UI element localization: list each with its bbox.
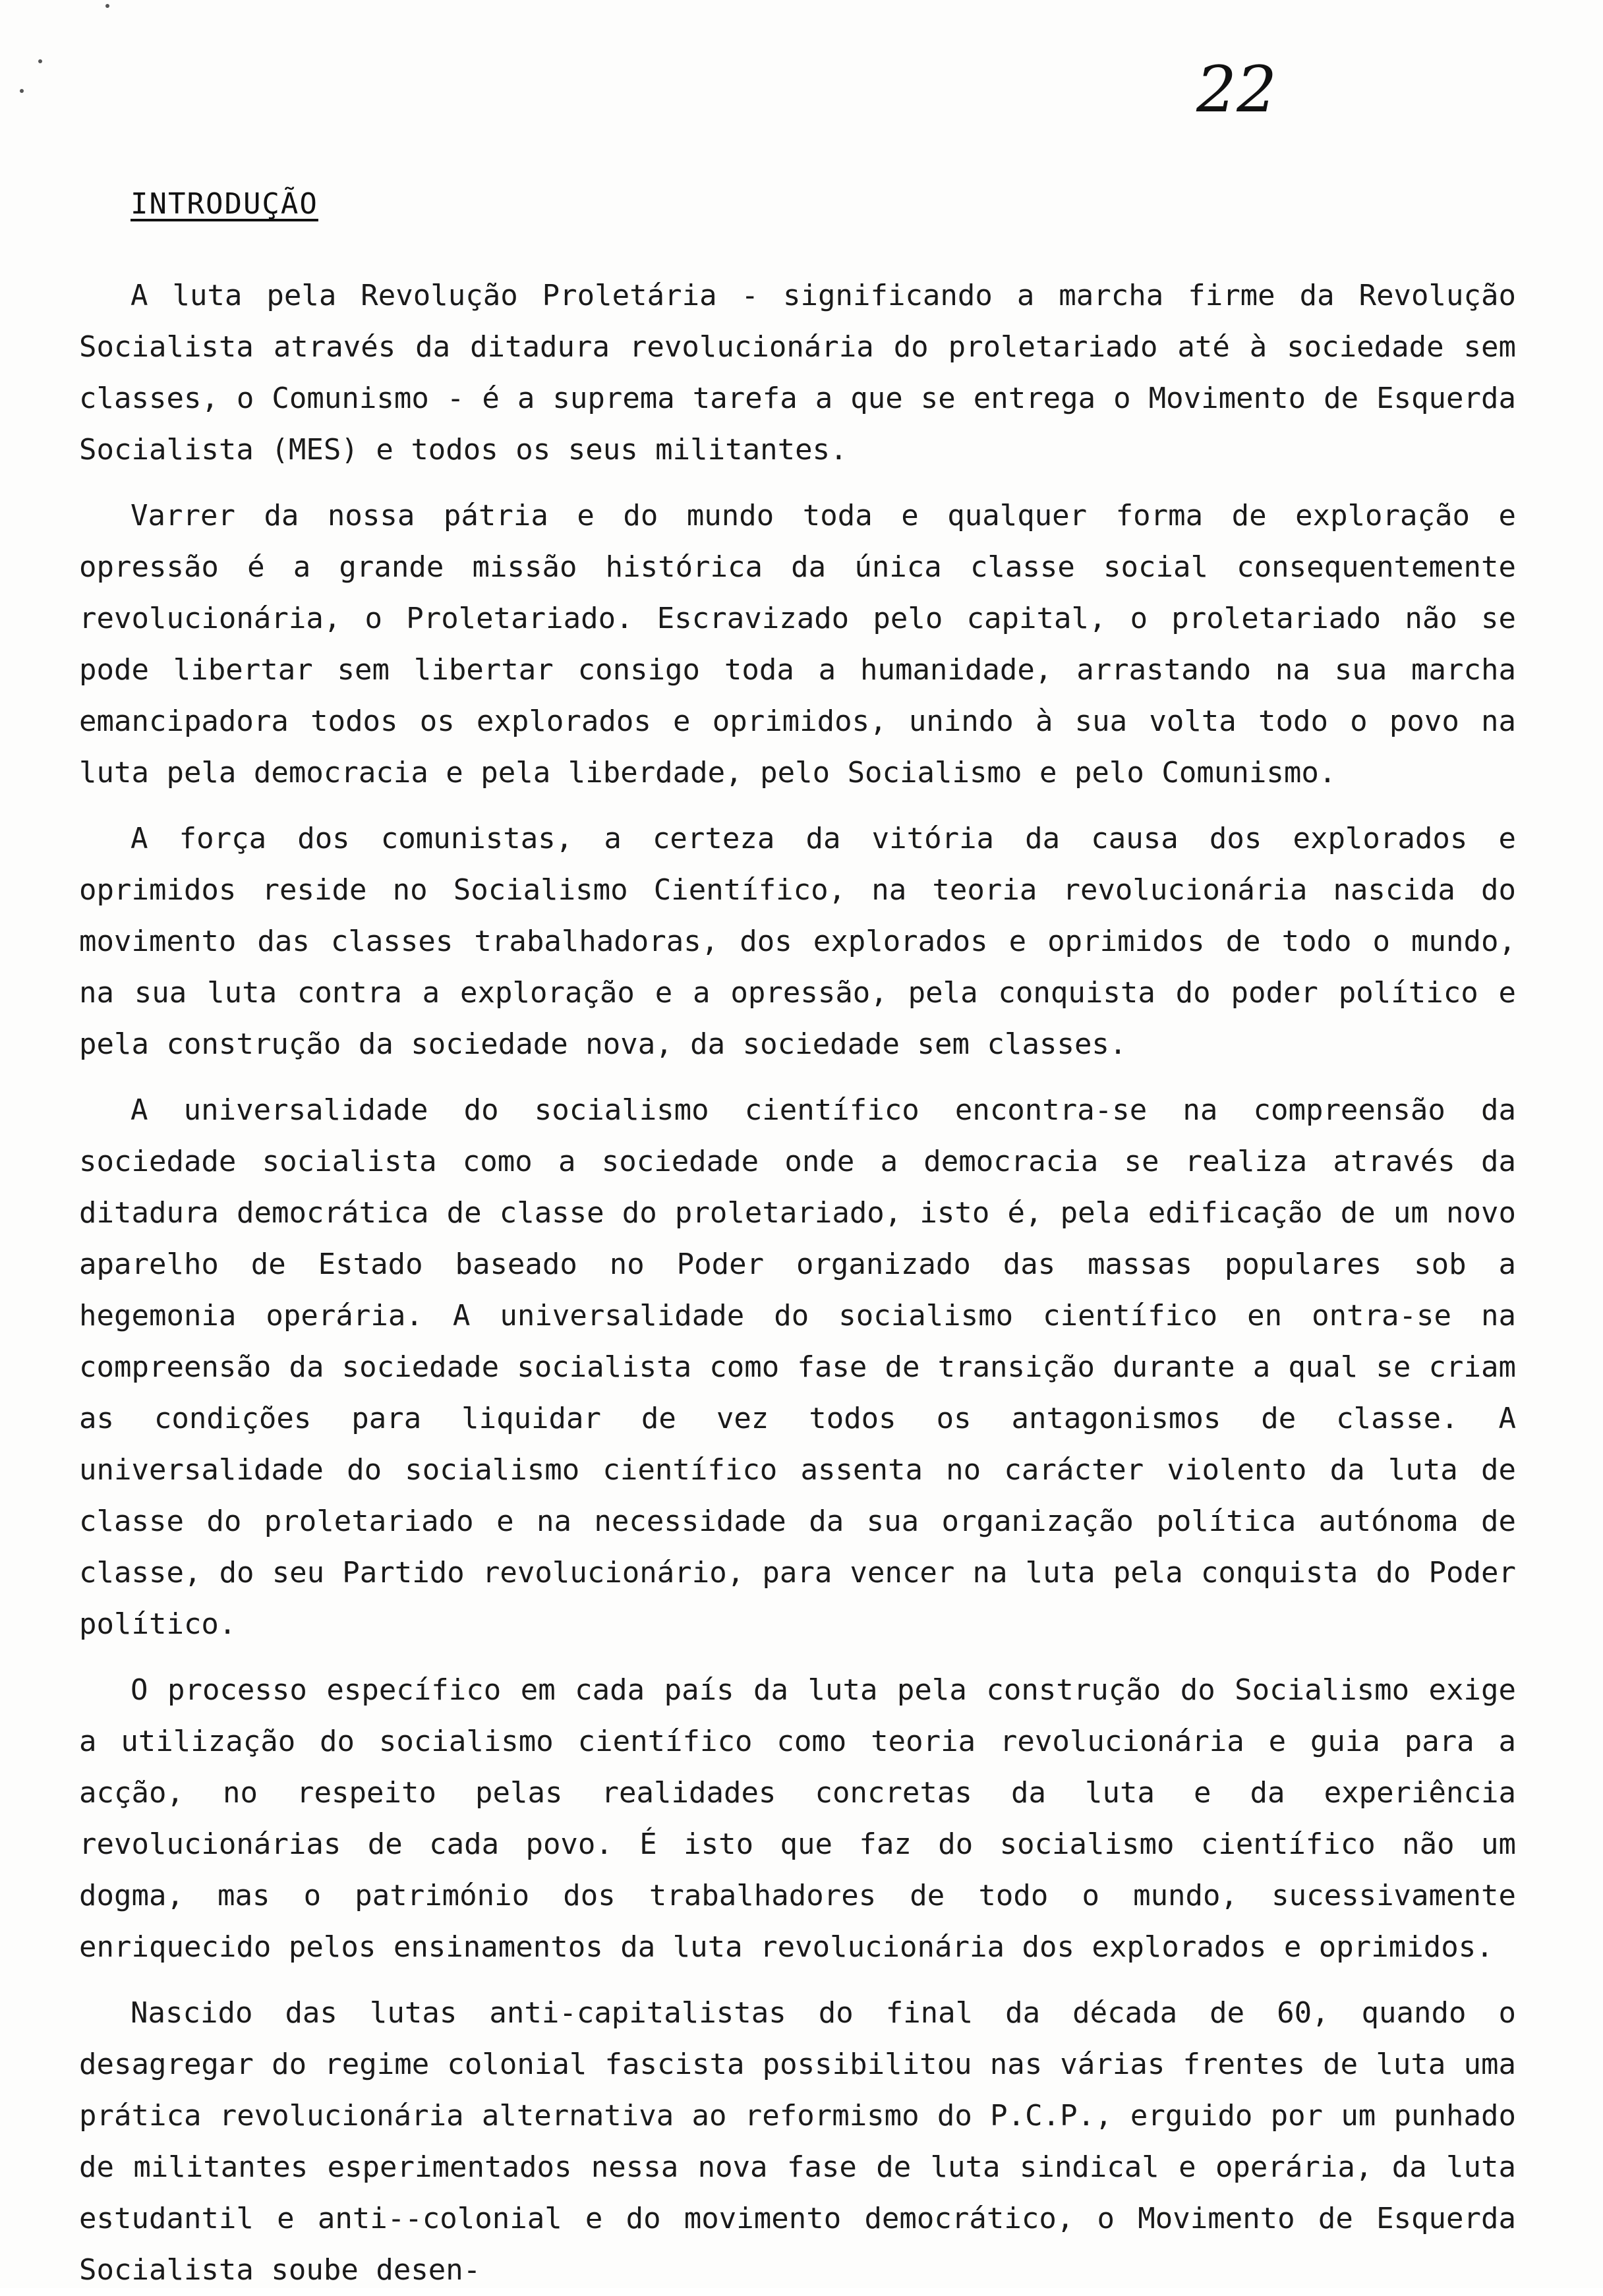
- paragraph-2: Varrer da nossa pátria e do mundo toda e qualquer forma de exploração e opressão é a grande missão histórica da única classe social consequentemente revolucionária, o Proletariado. Escravizado pelo capital, o proletariado não se pode libertar sem libertar consigo toda a humanidade, arrastando na sua marcha emancipadora todos os explorados e oprimidos, unindo à sua volta todo o povo na luta pela democracia e pela liberdade, pelo Socialismo e pelo Comunismo.: [79, 499, 1516, 789]
- paragraph-4: A universalidade do socialismo científico encontra-se na compreensão da sociedade socialista como a sociedade onde a democracia se realiza através da ditadura democrática de classe do proletariado, isto é, pela edificação de um novo aparelho de Estado baseado no Poder organizado das massas populares sob a hegemonia operária. A universalidade do socialismo científico en ontra-se na compreensão da sociedade socialista como fase de transição durante a qual se criam as condições para liquidar de vez todos os antagonismos de classe. A universalidade do socialismo científico assenta no carácter violento da luta de classe do proletariado e na necessidade da sua organização política autónoma de classe, do seu Partido revolucionário, para vencer na luta pela conquista do Poder político.: [79, 1093, 1516, 1641]
- paragraph-6: Nascido das lutas anti-capitalistas do final da década de 60, quando o desagregar do regime colonial fascista possibilitou nas várias frentes de luta uma prática revolucionária alternativa ao reformismo do P.C.P., erguido por um punhado de militantes esperimentados nessa nova fase de luta sindical e operária, da luta estudantil e anti--colonial e do movimento democrático, o Movimento de Esquerda Socialista soube desen-: [79, 1996, 1516, 2287]
- body-text: [79, 270, 1516, 2296]
- scan-speck: [105, 4, 109, 8]
- scan-speck: [20, 89, 24, 93]
- paragraph-5: O processo específico em cada país da luta pela construção do Socialismo exige a utilização do socialismo científico como teoria revolucionária e guia para a acção, no respeito pelas realidades concretas da luta e da experiência revolucionárias de cada povo. É isto que faz do socialismo científico não um dogma, mas o património dos trabalhadores de todo o mundo, sucessivamente enriquecido pelos ensinamentos da luta revolucionária dos explorados e oprimidos.: [79, 1673, 1516, 1964]
- paragraph-3: A força dos comunistas, a certeza da vitória da causa dos explorados e oprimidos reside no Socialismo Científico, na teoria revolucionária nascida do movimento das classes trabalhadoras, dos explorados e oprimidos de todo o mundo, na sua luta contra a exploração e a opressão, pela conquista do poder político e pela construção da sociedade nova, da sociedade sem classes.: [79, 822, 1516, 1061]
- paragraph-1: A luta pela Revolução Proletária - significando a marcha firme da Revolução Socialista através da ditadura revolucionária do proletariado até à sociedade sem classes, o Comunismo - é a suprema tarefa a que se entrega o Movimento de Esquerda Socialista (MES) e todos os seus militantes.: [79, 279, 1516, 467]
- page-number: 22: [1196, 53, 1277, 127]
- section-heading: INTRODUÇÃO: [131, 187, 318, 221]
- scan-speck: [38, 59, 42, 63]
